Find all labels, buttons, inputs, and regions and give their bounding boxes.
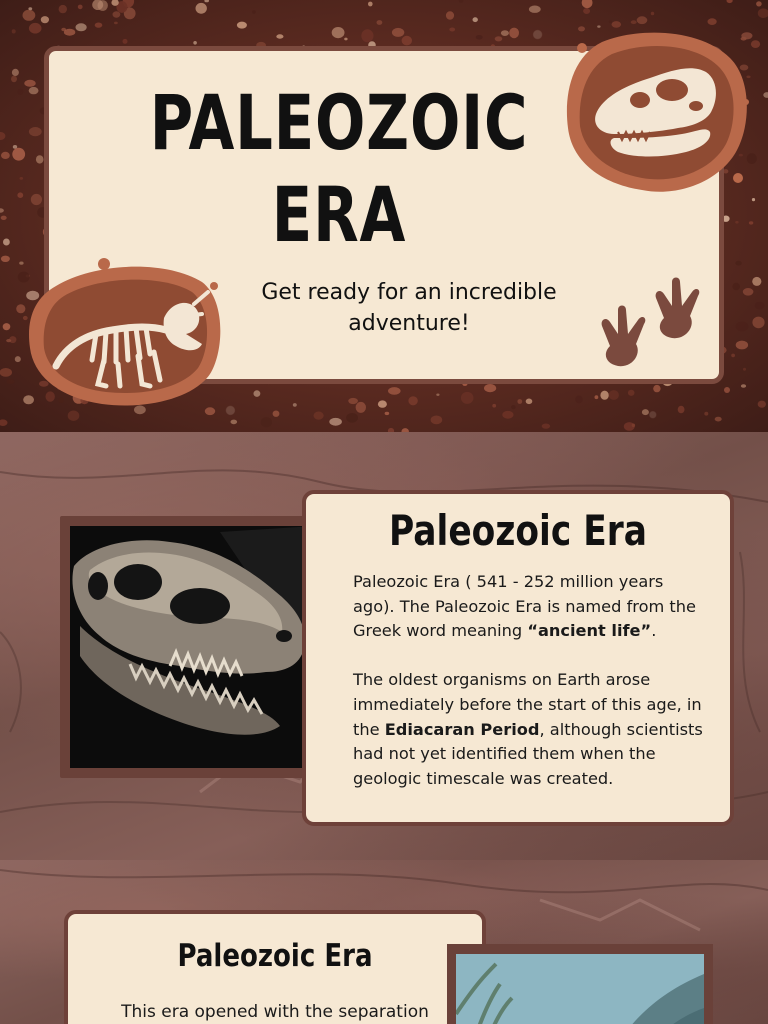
- intro-paragraph-2-text: The oldest organisms on Earth arose immediately before the start of this age, in the: [353, 670, 702, 739]
- intro-paragraph-1-bold: “ancient life”: [527, 621, 652, 641]
- title-section: [0, 0, 768, 432]
- intro-paragraph-1: [353, 570, 703, 644]
- second-section: [0, 860, 768, 1024]
- prehistoric-landscape-photo: [456, 954, 704, 1024]
- intro-paragraph-2-bold: Ediacaran Period: [384, 719, 540, 739]
- page-title: PALEOZOIC ERA: [149, 78, 529, 259]
- landscape-photo-frame: [447, 944, 713, 1024]
- intro-body: [353, 570, 703, 791]
- intro-info-card: [302, 490, 734, 826]
- intro-title: Paleozoic Era: [388, 506, 648, 555]
- intro-paragraph-2: [353, 668, 703, 791]
- dinosaur-footprints-icon: [596, 270, 710, 370]
- triceratops-fossil-icon: [26, 256, 226, 410]
- intro-paragraph-2-end: , although scientists had not yet identified them when the geologic timescale was created.: [353, 719, 703, 788]
- skull-photo-frame: [60, 516, 324, 778]
- page-subtitle: Get ready for an incredible adventure!: [261, 280, 557, 336]
- dinosaur-skull-photo: [70, 526, 314, 768]
- second-body: This era opened with the separation: [121, 1002, 429, 1022]
- dinosaur-skull-fossil-icon: [562, 28, 750, 200]
- intro-section: [0, 432, 768, 860]
- intro-paragraph-1-end: .: [651, 621, 657, 641]
- intro-paragraph-1-text: Paleozoic Era ( 541 - 252 million years ago). The Paleozoic Era is named from the Greek word meaning: [353, 572, 696, 641]
- second-info-card: [64, 910, 486, 1024]
- second-title: Paleozoic Era: [177, 938, 373, 974]
